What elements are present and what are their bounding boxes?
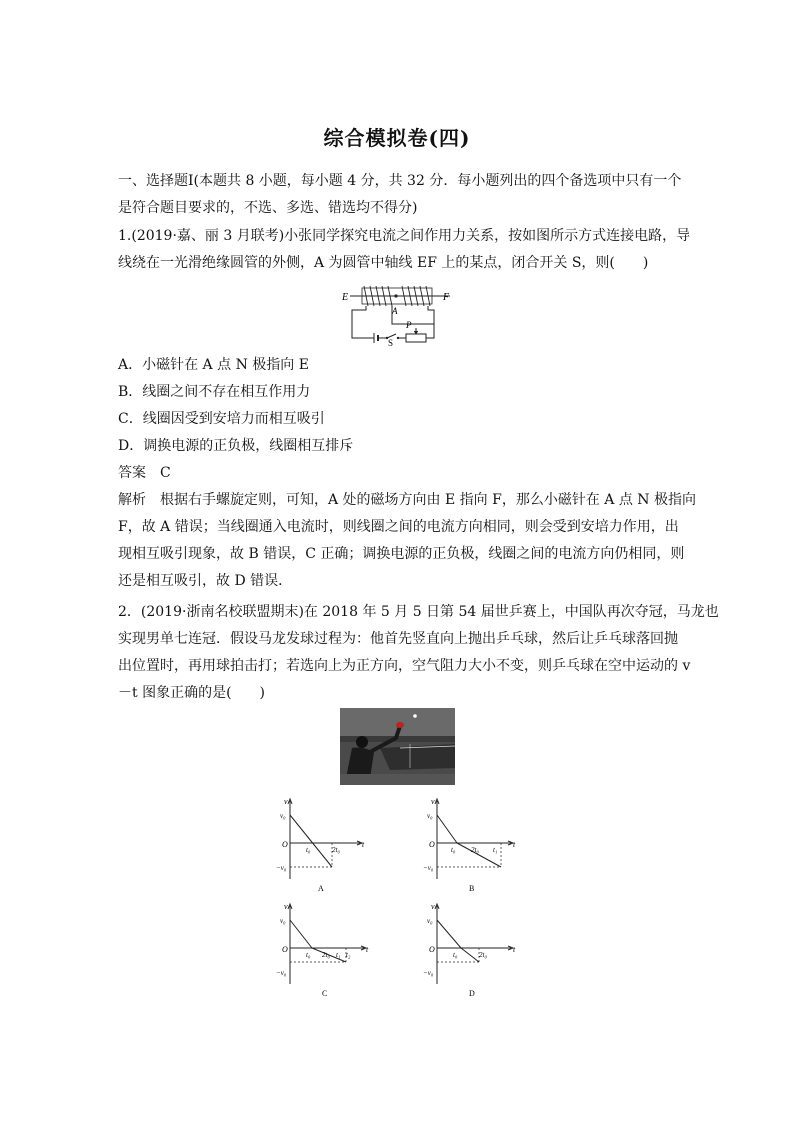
tick-t1: t₁: [336, 951, 341, 959]
origin-label: O: [429, 840, 435, 849]
neg-v0-label: −v₀: [423, 969, 434, 977]
graph-line: [290, 815, 332, 867]
graph-option-label: D: [469, 989, 475, 998]
point-a-dot: [394, 294, 397, 297]
rheostat: [406, 334, 426, 342]
table-tennis-photo: [340, 708, 455, 785]
tick-t0: t₀: [453, 951, 458, 959]
tick-2t0: 2t₀: [322, 951, 330, 959]
graph-line-down: [461, 948, 479, 962]
analysis-line-3: 现相互吸引现象，故 B 错误，C 正确；调换电源的正负极，线圈之间的电流方向仍相同，则: [118, 546, 685, 562]
graph-line-up: [437, 920, 461, 948]
option-d: D．调换电源的正负极，线圈相互排斥: [118, 438, 354, 454]
circuit-diagram: [340, 280, 460, 346]
question-1-stem-line-1: 1.(2019·嘉、丽 3 月联考)小张同学探究电流之间作用力关系，按如图所示方式连接电路，导: [118, 228, 691, 244]
player-illustration: [340, 708, 455, 785]
v0-label: v₀: [280, 812, 286, 820]
axis-v-label: v: [284, 797, 288, 806]
tick-t0: t₀: [451, 846, 456, 854]
tick-2t0: 2t₀: [471, 846, 479, 854]
vt-graph-b: [425, 795, 520, 895]
section-heading-line-2: 是符合题目要求的，不选、多选、错选均不得分): [118, 200, 418, 216]
graph-option-label: A: [318, 884, 324, 893]
axis-t-label: t: [513, 840, 516, 849]
section-heading-line-1: 一、选择题Ⅰ(本题共 8 小题，每小题 4 分，共 32 分．每小题列出的四个备选项中只有一个: [118, 173, 682, 189]
graph-option-label: B: [469, 884, 475, 893]
v0-label: v₀: [427, 812, 433, 820]
origin-label: O: [429, 945, 435, 954]
neg-v0-label: −v₀: [276, 969, 287, 977]
axis-v-label: v: [431, 797, 435, 806]
v0-label: v₀: [427, 917, 433, 925]
vt-graph-a: [278, 795, 368, 895]
label-a: A: [392, 306, 398, 316]
label-f: F: [443, 292, 450, 303]
graph-line-up: [437, 815, 457, 843]
wire-right: [426, 306, 434, 338]
analysis-line-4: 还是相互吸引，故 D 错误．: [118, 573, 293, 589]
tick-2t0: 2t₀: [479, 951, 487, 959]
tick-t1: t₁: [493, 846, 498, 854]
option-a: A．小磁针在 A 点 N 极指向 E: [118, 357, 309, 373]
axis-t-label: t: [366, 945, 369, 954]
origin-label: O: [282, 945, 288, 954]
axis-v-label: v: [431, 902, 435, 911]
v0-label: v₀: [280, 917, 286, 925]
tick-t0: t₀: [306, 846, 311, 854]
page-title: 综合模拟卷(四): [323, 126, 471, 150]
label-s: S: [388, 338, 394, 348]
axis-t-label: t: [513, 945, 516, 954]
axis-t-label: t: [362, 840, 365, 849]
label-p: P: [406, 320, 412, 330]
analysis-line-1: 解析 根据右手螺旋定则，可知，A 处的磁场方向由 E 指向 F，那么小磁针在 A 点 N 极指向: [118, 492, 697, 508]
axis-v-label: v: [284, 902, 288, 911]
option-c: C．线圈因受到安培力而相互吸引: [118, 411, 325, 427]
origin-label: O: [282, 840, 288, 849]
question-2-stem-line-2: 实现男单七连冠．假设马龙发球过程为：他首先竖直向上抛出乒乓球，然后让乒乓球落回抛: [118, 631, 678, 647]
label-e: E: [342, 292, 349, 303]
graph-option-label: C: [322, 989, 328, 998]
question-2-stem-line-4: －t 图象正确的是( ): [118, 685, 265, 701]
neg-v0-label: −v₀: [423, 864, 434, 872]
tick-2t0: 2t₀: [332, 846, 340, 854]
question-2-stem-line-3: 出位置时，再用球拍击打；若选向上为正方向，空气阻力大小不变，则乒乓球在空中运动的 v: [118, 658, 691, 674]
wire-left: [352, 306, 374, 338]
tick-t0: t₀: [306, 951, 311, 959]
analysis-line-2: F，故 A 错误；当线圈通入电流时，则线圈之间的电流方向相同，则会受到安培力作用，出: [118, 519, 679, 535]
option-b: B．线圈之间不存在相互作用力: [118, 384, 311, 400]
question-2-stem-line-1: 2．(2019·浙南名校联盟期末)在 2018 年 5 月 5 日第 54 届世乒赛上，中国队再次夺冠，马龙也: [118, 604, 719, 620]
vt-graph-d: [425, 900, 520, 1000]
vt-graph-c: [278, 900, 373, 1000]
question-1-stem-line-2: 线绕在一光滑绝缘圆管的外侧，A 为圆管中轴线 EF 上的某点，闭合开关 S，则( ): [118, 255, 649, 271]
neg-v0-label: −v₀: [276, 864, 287, 872]
tick-t2: t₂: [346, 951, 351, 959]
graph-line-up: [290, 920, 312, 948]
answer-line: 答案 C: [118, 465, 171, 481]
